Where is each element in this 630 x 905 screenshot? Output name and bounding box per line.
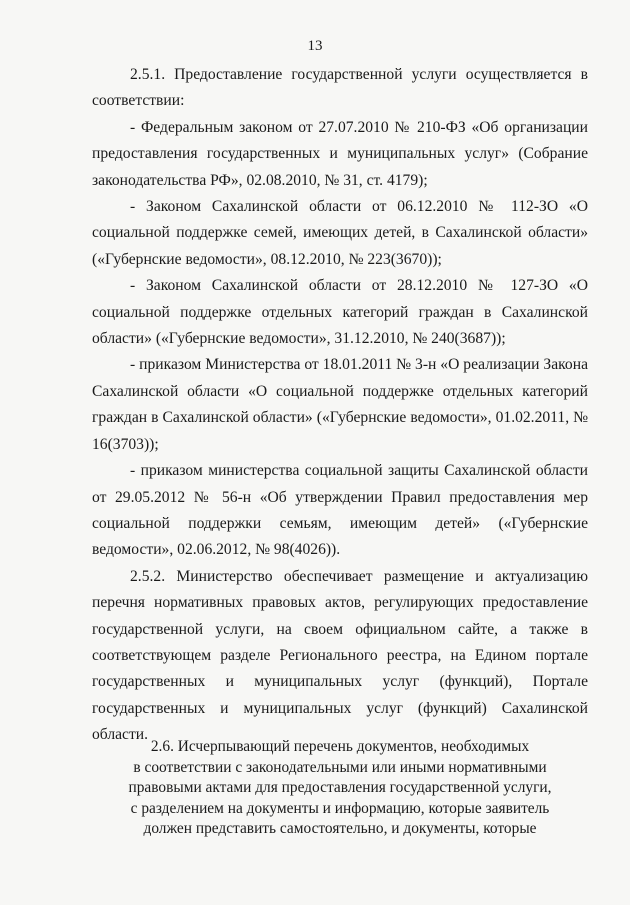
page-number: 13 xyxy=(307,38,323,54)
paragraph-2-5-1: 2.5.1. Предоставление государственной услуги осуществляется в соответствии: xyxy=(92,66,588,110)
list-item-regional-law-127: - Законом Сахалинской области от 28.12.2010 № 127-ЗО «О социальной поддержке отдельных категорий граждан в Сахалинской области» («Губернские ведомости», 31.12.2010, № 240(3687)); xyxy=(92,277,588,348)
list-item-order-3n: - приказом Министерства от 18.01.2011 № 3-н «О реализации Закона Сахалинской области «О социальной поддержке отдельных категорий граждан в Сахалинской области» («Губернские ведомости», 01.02.2011, № 16(3703)); xyxy=(92,356,588,453)
list-item-federal-law: - Федеральным законом от 27.07.2010 № 210-ФЗ «Об организации предоставления государственных и муниципальных услуг» (Собрание законодательства РФ», 02.08.2010, № 31, ст. 4179); xyxy=(92,118,588,189)
section-2-6-heading xyxy=(92,737,588,840)
section-2-5-block xyxy=(92,62,588,749)
heading-line: должен представить самостоятельно, и документы, которые xyxy=(143,820,537,837)
heading-line: правовыми актами для предоставления государственной услуги, xyxy=(128,779,552,796)
heading-line: в соответствии с законодательными или иными нормативными xyxy=(133,758,547,776)
heading-line: с разделением на документы и информацию, которые заявитель xyxy=(130,799,550,817)
list-item-regional-law-112: - Законом Сахалинской области от 06.12.2010 № 112-ЗО «О социальной поддержке семей, имеющих детей, в Сахалинской области» («Губернские ведомости», 08.12.2010, № 223(3670)); xyxy=(92,198,588,268)
paragraph-2-5-2: 2.5.2. Министерство обеспечивает размещение и актуализацию перечня нормативных правовых актов, регулирующих предоставление государственной услуги, на своем официальном сайте, а также в соответствующем разделе Регионального реестра, на Едином портале государственных и муниципальных услуг (функций), Портале государственных и муниципальных услуг (функций) Сахалинской области. xyxy=(92,567,588,744)
list-item-order-56n: - приказом министерства социальной защиты Сахалинской области от 29.05.2012 № 56-н «Об утверждении Правил предоставления мер социальной поддержки семьям, имеющим детей» («Губернские ведомости», 02.06.2012, № 98(4026)). xyxy=(92,462,588,559)
heading-line: 2.6. Исчерпывающий перечень документов, необходимых xyxy=(150,738,530,755)
